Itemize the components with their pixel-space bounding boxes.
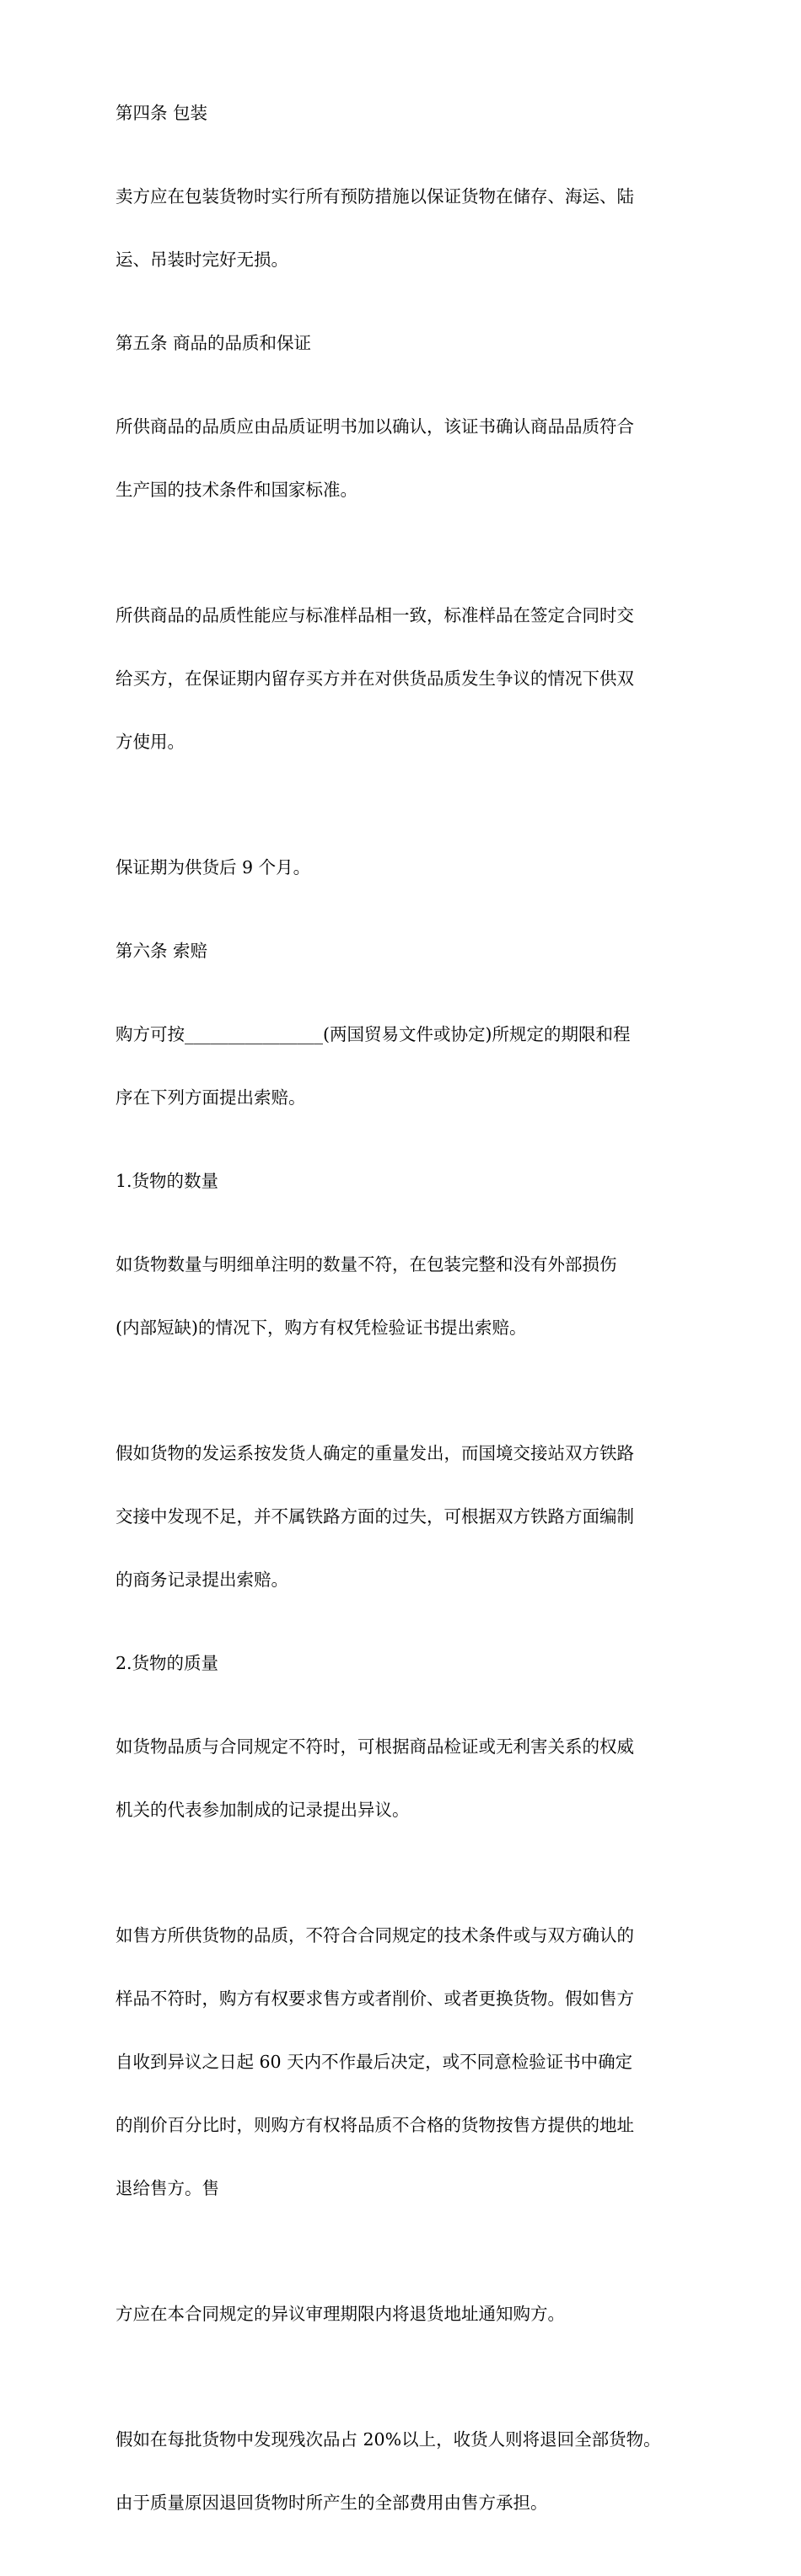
text-line: 序在下列方面提出索赔。	[116, 1087, 306, 1108]
paragraph-quality-objection	[116, 1694, 697, 1863]
text-line: 自收到异议之日起 60 天内不作最后决定，或不同意检验证书中确定	[116, 2052, 633, 2072]
document-body	[116, 103, 697, 2576]
text-line: 如货物数量与明细单注明的数量不符，在包装完整和没有外部损伤	[116, 1254, 617, 1275]
paragraph-price-reduction	[116, 1883, 697, 2241]
text-line: (内部短缺)的情况下，购方有权凭检验证书提出索赔。	[116, 1318, 527, 1338]
text-line: 如售方所供货物的品质，不符合合同规定的技术条件或与双方确认的	[116, 1925, 634, 1945]
text-line: 所供商品的品质应由品质证明书加以确认，该证书确认商品品质符合	[116, 416, 634, 437]
text-line: 卖方应在包装货物时实行所有预防措施以保证货物在储存、海运、陆	[116, 186, 634, 207]
paragraph-warranty-period	[116, 815, 697, 920]
text-line: 方应在本合同规定的异议审理期限内将退货地址通知购方。	[116, 2304, 565, 2324]
text-line: 第六条 索赔	[116, 941, 208, 961]
text-line: 样品不符时，购方有权要求售方或者削价、或者更换货物。假如售方	[116, 1988, 634, 2009]
text-line: 购方可按________________(两国贸易文件或协定)所规定的期限和程	[116, 1024, 631, 1044]
text-line: 给买方，在保证期内留存买方并在对供货品质发生争议的情况下供双	[116, 668, 634, 689]
paragraph-packaging	[116, 144, 697, 313]
text-line: 如货物品质与合同规定不符时，可根据商品检证或无利害关系的权威	[116, 1736, 634, 1757]
paragraph-quantity-mismatch	[116, 1212, 697, 1381]
section-heading-article-4	[116, 103, 697, 124]
section-heading-article-5	[116, 333, 697, 354]
text-line: 假如货物的发运系按发货人确定的重量发出，而国境交接站双方铁路	[116, 1443, 634, 1463]
text-line: 保证期为供货后 9 个月。	[116, 857, 311, 877]
text-line: 的商务记录提出索赔。	[116, 1570, 288, 1590]
text-line: 运、吊装时完好无损。	[116, 250, 288, 270]
text-line: 的削价百分比时，则购方有权将品质不合格的货物按售方提供的地址	[116, 2115, 634, 2135]
text-line: 退给售方。售	[116, 2178, 219, 2198]
text-line: 所供商品的品质性能应与标准样品相一致，标准样品在签定合同时交	[116, 605, 634, 625]
paragraph-claims-basis	[116, 982, 697, 1151]
paragraph-defect-return	[116, 2387, 697, 2556]
text-line: 2.货物的质量	[116, 1653, 219, 1673]
text-line: 第四条 包装	[116, 103, 208, 123]
paragraph-return-address	[116, 2262, 697, 2367]
section-heading-article-6	[116, 941, 697, 962]
text-line: 生产国的技术条件和国家标准。	[116, 480, 357, 500]
text-line: 方使用。	[116, 732, 185, 752]
text-line: 机关的代表参加制成的记录提出异议。	[116, 1800, 410, 1820]
subheading-quality	[116, 1653, 697, 1674]
paragraph-weight-shortage	[116, 1401, 697, 1633]
text-line: 1.货物的数量	[116, 1171, 219, 1191]
text-line: 假如在每批货物中发现残次品占 20%以上，收货人则将退回全部货物。	[116, 2429, 661, 2450]
text-line: 由于质量原因退回货物时所产生的全部费用由售方承担。	[116, 2493, 548, 2513]
paragraph-standard-sample	[116, 563, 697, 795]
subheading-quantity	[116, 1171, 697, 1192]
paragraph-quality-certificate	[116, 374, 697, 543]
text-line: 交接中发现不足，并不属铁路方面的过失，可根据双方铁路方面编制	[116, 1506, 634, 1527]
text-line: 第五条 商品的品质和保证	[116, 333, 312, 353]
